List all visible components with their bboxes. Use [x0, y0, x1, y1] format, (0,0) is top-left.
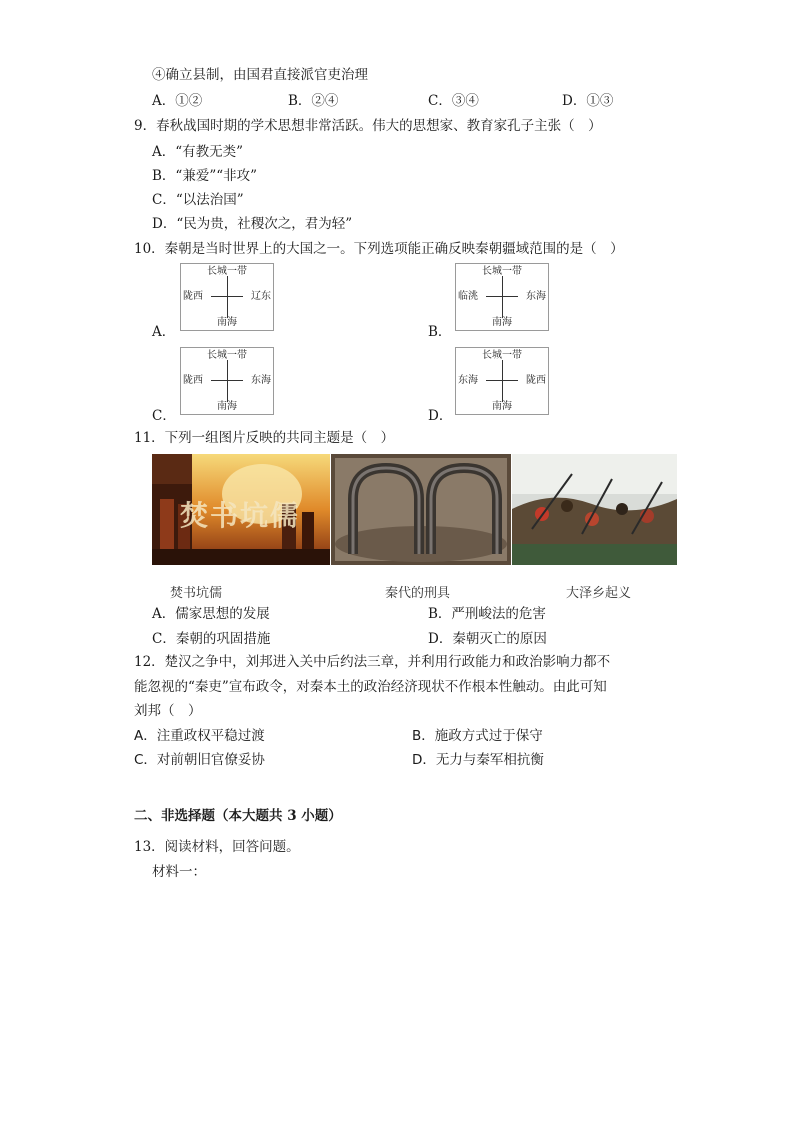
- q9-option-d[interactable]: D．“民为贵，社稷次之，君为轻”: [152, 216, 353, 232]
- map-axis-vertical: [227, 276, 228, 318]
- map-label-south: 南海: [217, 317, 237, 328]
- qin-shackles-image: [331, 454, 511, 565]
- q10-option-c-map[interactable]: [180, 347, 274, 415]
- q12-option-b[interactable]: B．施政方式过于保守: [412, 728, 543, 744]
- caption-qin-shackles: 秦代的刑具: [385, 586, 451, 601]
- map-label-west: 陇西: [183, 291, 203, 302]
- burning-books-overlay-text: 焚书坑儒: [180, 499, 301, 532]
- map-axis-vertical: [502, 276, 503, 318]
- q10-option-c-label[interactable]: C．: [152, 408, 176, 424]
- map-axis-vertical: [227, 360, 228, 402]
- map-label-north: 长城一带: [207, 266, 247, 277]
- q8-option-a[interactable]: A．①②: [152, 93, 203, 109]
- q8-option-b[interactable]: B．②④: [288, 93, 339, 109]
- map-label-west: 陇西: [183, 375, 203, 386]
- caption-burning-books: 焚书坑儒: [170, 586, 223, 601]
- map-label-north: 长城一带: [207, 350, 247, 361]
- q9-option-c[interactable]: C．“以法治国”: [152, 192, 244, 208]
- map-axis-vertical: [502, 360, 503, 402]
- q11-option-a[interactable]: A．儒家思想的发展: [152, 606, 270, 622]
- q11-stem: 11．下列一组图片反映的共同主题是（ ）: [134, 430, 395, 446]
- q10-option-d-map[interactable]: [455, 347, 549, 415]
- q11-option-d[interactable]: D．秦朝灭亡的原因: [428, 631, 547, 647]
- q9-stem: 9．春秋战国时期的学术思想非常活跃。伟大的思想家、教育家孔子主张（ ）: [134, 118, 602, 134]
- q8-option-d[interactable]: D．①③: [562, 93, 614, 109]
- q10-option-a-map[interactable]: [180, 263, 274, 331]
- map-label-west: 东海: [458, 375, 478, 386]
- q11-option-b[interactable]: B．严刑峻法的危害: [428, 606, 546, 622]
- map-label-south: 南海: [492, 401, 512, 412]
- map-label-east: 东海: [251, 375, 271, 386]
- q12-stem-line-3: 刘邦（ ）: [134, 703, 202, 719]
- q8-option-c[interactable]: C．③④: [428, 93, 479, 109]
- map-label-north: 长城一带: [482, 350, 522, 361]
- q8-item-4: ④确立县制，由国君直接派官吏治理: [152, 67, 368, 83]
- q10-option-b-map[interactable]: [455, 263, 549, 331]
- map-label-south: 南海: [217, 401, 237, 412]
- map-label-east: 东海: [526, 291, 546, 302]
- q10-option-d-label[interactable]: D．: [428, 408, 453, 424]
- map-label-east: 陇西: [526, 375, 546, 386]
- q13-material-1: 材料一：: [152, 864, 206, 880]
- caption-dazexiang-uprising: 大泽乡起义: [566, 586, 632, 601]
- q10-stem: 10．秦朝是当时世界上的大国之一。下列选项能正确反映秦朝疆域范围的是（ ）: [134, 241, 624, 257]
- q12-option-d[interactable]: D．无力与秦军相抗衡: [412, 752, 544, 768]
- q9-option-a[interactable]: A．“有教无类”: [152, 144, 244, 160]
- dazexiang-uprising-image: [512, 454, 677, 565]
- q10-option-a-label[interactable]: A．: [152, 324, 176, 340]
- q12-stem-line-2: 能忽视的“秦吏”宣布政令，对秦本土的政治经济现状不作根本性触动。由此可知: [134, 679, 607, 695]
- map-label-east: 辽东: [251, 291, 271, 302]
- map-label-south: 南海: [492, 317, 512, 328]
- q10-option-b-label[interactable]: B．: [428, 324, 452, 340]
- burning-books-image: [152, 454, 330, 565]
- q12-option-c[interactable]: C．对前朝旧官僚妥协: [134, 752, 265, 768]
- q9-option-b[interactable]: B．“兼爱”“非攻”: [152, 168, 258, 184]
- section-heading: 二、非选择题（本大题共 3 小题）: [134, 808, 342, 824]
- q12-stem-line-1: 12．楚汉之争中，刘邦进入关中后约法三章，并利用行政能力和政治影响力都不: [134, 654, 611, 670]
- map-label-north: 长城一带: [482, 266, 522, 277]
- q12-option-a[interactable]: A．注重政权平稳过渡: [134, 728, 265, 744]
- map-label-west: 临洮: [458, 291, 478, 302]
- q11-option-c[interactable]: C．秦朝的巩固措施: [152, 631, 271, 647]
- q13-stem: 13．阅读材料，回答问题。: [134, 839, 300, 855]
